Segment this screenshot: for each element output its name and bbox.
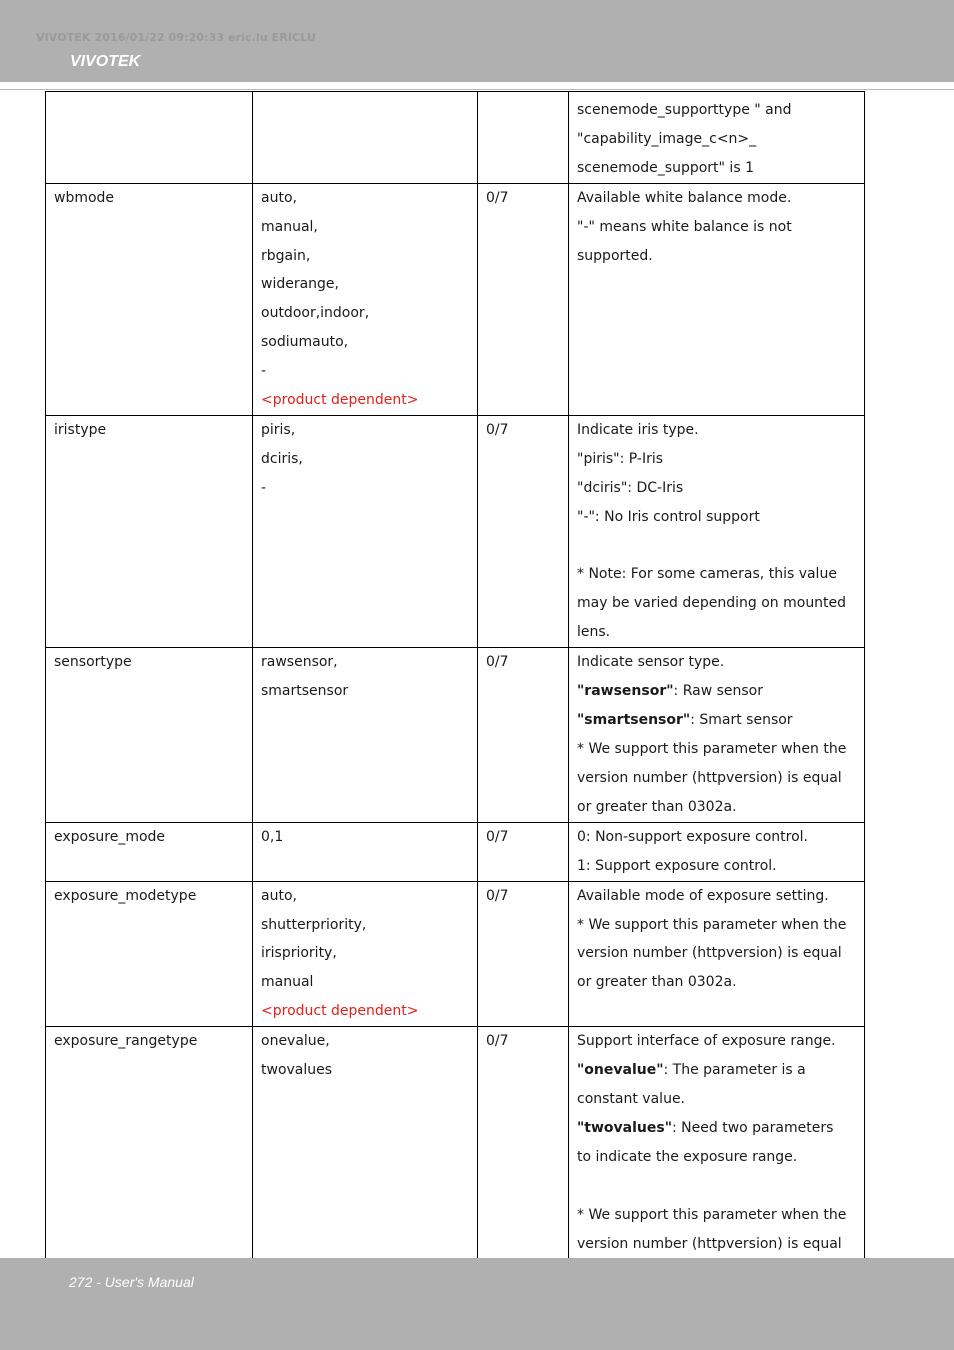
blank-line — [577, 1172, 857, 1201]
description-text: : Smart sensor — [690, 712, 793, 729]
description-line — [577, 618, 857, 647]
blank-line — [577, 532, 857, 561]
page-number: 272 - User's Manual — [69, 1274, 194, 1290]
param-values-cell — [253, 881, 478, 1027]
description-text: version number (httpversion) is equal — [577, 1235, 842, 1252]
param-value: piris, — [261, 421, 296, 438]
description-text: * Note: For some cameras, this value — [577, 566, 837, 583]
param-name: sensortype — [54, 654, 132, 671]
description-line — [577, 416, 857, 445]
description-text: version number (httpversion) is equal — [577, 769, 842, 786]
param-security-cell — [478, 648, 569, 822]
description-line — [577, 589, 857, 618]
description-line — [577, 125, 857, 154]
param-security-cell — [478, 92, 569, 184]
parameter-table — [45, 91, 865, 1259]
param-name-cell — [46, 92, 253, 184]
param-value: auto, — [261, 887, 297, 904]
param-name: exposure_mode — [54, 828, 166, 845]
page-footer — [0, 1258, 954, 1350]
description-line — [577, 1027, 857, 1056]
description-line — [577, 184, 857, 213]
description-text: "-": No Iris control support — [577, 508, 760, 525]
description-line — [577, 96, 857, 125]
table-row — [46, 415, 865, 647]
description-text: scenemode_support" is 1 — [577, 159, 754, 176]
description-text: : Raw sensor — [673, 683, 763, 700]
description-line — [577, 213, 857, 242]
description-text: or greater than 0302a. — [577, 974, 737, 991]
table-row — [46, 183, 865, 415]
param-value: manual, — [261, 218, 318, 235]
param-values-cell — [253, 92, 478, 184]
param-values-cell — [253, 183, 478, 415]
table-row — [46, 822, 865, 881]
param-value: sodiumauto, — [261, 334, 349, 351]
description-text: "piris": P-Iris — [577, 450, 664, 467]
description-line — [577, 1201, 857, 1230]
description-keyword: "onevalue" — [577, 1062, 664, 1079]
description-text: supported. — [577, 247, 653, 264]
description-text: 1: Support exposure control. — [577, 857, 777, 874]
description-keyword: "twovalues" — [577, 1119, 672, 1136]
param-name: wbmode — [54, 189, 115, 206]
param-name-cell — [46, 1027, 253, 1259]
param-name: exposure_modetype — [54, 887, 197, 904]
description-line — [577, 793, 857, 822]
description-line — [577, 1056, 857, 1085]
description-line — [577, 560, 857, 589]
description-line — [577, 242, 857, 271]
description-text: * We support this parameter when the — [577, 1206, 847, 1223]
page-header — [0, 0, 954, 82]
param-value: outdoor,indoor, — [261, 305, 370, 322]
description-line — [577, 823, 857, 852]
param-description-cell — [569, 183, 865, 415]
description-text: * We support this parameter when the — [577, 916, 847, 933]
param-security: 0/7 — [486, 421, 509, 438]
param-values-cell — [253, 1027, 478, 1259]
param-value: manual — [261, 974, 314, 991]
table-row — [46, 92, 865, 184]
description-line — [577, 939, 857, 968]
description-line — [577, 968, 857, 997]
description-text: Support interface of exposure range. — [577, 1033, 836, 1050]
description-line — [577, 677, 857, 706]
description-text: lens. — [577, 624, 611, 641]
description-line — [577, 882, 857, 911]
param-name-cell — [46, 648, 253, 822]
param-value: - — [261, 479, 267, 496]
description-text: or greater than 0302a. — [577, 798, 737, 815]
param-name-cell — [46, 822, 253, 881]
param-security: 0/7 — [486, 654, 509, 671]
description-line — [577, 648, 857, 677]
description-line — [577, 503, 857, 532]
param-security: 0/7 — [486, 828, 509, 845]
brand-logo: VIVOTEK — [70, 53, 141, 70]
description-line — [577, 1230, 857, 1259]
param-name-cell — [46, 415, 253, 647]
description-text: Indicate sensor type. — [577, 654, 725, 671]
table-row — [46, 881, 865, 1027]
param-value: 0,1 — [261, 828, 284, 845]
param-security-cell — [478, 1027, 569, 1259]
param-description-cell — [569, 1027, 865, 1259]
param-value: onevalue, — [261, 1033, 330, 1050]
param-value: twovalues — [261, 1062, 333, 1079]
header-divider — [0, 89, 954, 90]
description-line — [577, 706, 857, 735]
description-line — [577, 1114, 857, 1143]
param-description-cell — [569, 92, 865, 184]
param-security-cell — [478, 881, 569, 1027]
description-text: version number (httpversion) is equal — [577, 945, 842, 962]
description-text: : The parameter is a — [663, 1062, 806, 1079]
param-value: rbgain, — [261, 247, 311, 264]
description-line — [577, 1143, 857, 1172]
param-value: dciris, — [261, 450, 303, 467]
param-name-cell — [46, 183, 253, 415]
table-row — [46, 648, 865, 822]
description-line — [577, 154, 857, 183]
param-description-cell — [569, 415, 865, 647]
param-values-cell — [253, 822, 478, 881]
param-value: widerange, — [261, 276, 339, 293]
description-text: "dciris": DC-Iris — [577, 479, 684, 496]
param-security-cell — [478, 415, 569, 647]
param-values-cell — [253, 648, 478, 822]
param-description-cell — [569, 648, 865, 822]
table-row — [46, 1027, 865, 1259]
description-text: * We support this parameter when the — [577, 740, 847, 757]
param-value: <product dependent> — [261, 392, 419, 409]
description-text: : Need two parameters — [672, 1119, 834, 1136]
param-description-cell — [569, 881, 865, 1027]
watermark: VIVOTEK 2016/01/22 09:20:33 eric.lu ERICLU — [36, 31, 316, 44]
param-name-cell — [46, 881, 253, 1027]
description-line — [577, 764, 857, 793]
description-line — [577, 911, 857, 940]
description-line — [577, 474, 857, 503]
param-security-cell — [478, 183, 569, 415]
description-text: to indicate the exposure range. — [577, 1148, 798, 1165]
param-value: <product dependent> — [261, 1003, 419, 1020]
param-name: exposure_rangetype — [54, 1033, 198, 1050]
param-security-cell — [478, 822, 569, 881]
description-keyword: "rawsensor" — [577, 683, 674, 700]
description-text: Available white balance mode. — [577, 189, 792, 206]
param-security: 0/7 — [486, 1033, 509, 1050]
description-line — [577, 735, 857, 764]
param-value: auto, — [261, 189, 297, 206]
description-keyword: "smartsensor" — [577, 712, 691, 729]
param-value: smartsensor — [261, 683, 349, 700]
description-text: may be varied depending on mounted — [577, 595, 847, 612]
description-text: 0: Non-support exposure control. — [577, 828, 808, 845]
param-security: 0/7 — [486, 189, 509, 206]
description-line — [577, 1085, 857, 1114]
description-text: Available mode of exposure setting. — [577, 887, 829, 904]
param-value: - — [261, 363, 267, 380]
description-line — [577, 445, 857, 474]
description-text: "capability_image_c<n>_ — [577, 130, 757, 147]
description-text: constant value. — [577, 1090, 686, 1107]
description-text: Indicate iris type. — [577, 421, 699, 438]
param-name: iristype — [54, 421, 107, 438]
description-line — [577, 852, 857, 881]
param-value: shutterpriority, — [261, 916, 367, 933]
param-value: irispriority, — [261, 945, 337, 962]
description-text: scenemode_supporttype " and — [577, 102, 792, 118]
param-security: 0/7 — [486, 887, 509, 904]
param-value: rawsensor, — [261, 654, 338, 671]
description-text: "-" means white balance is not — [577, 218, 792, 235]
param-description-cell — [569, 822, 865, 881]
param-values-cell — [253, 415, 478, 647]
